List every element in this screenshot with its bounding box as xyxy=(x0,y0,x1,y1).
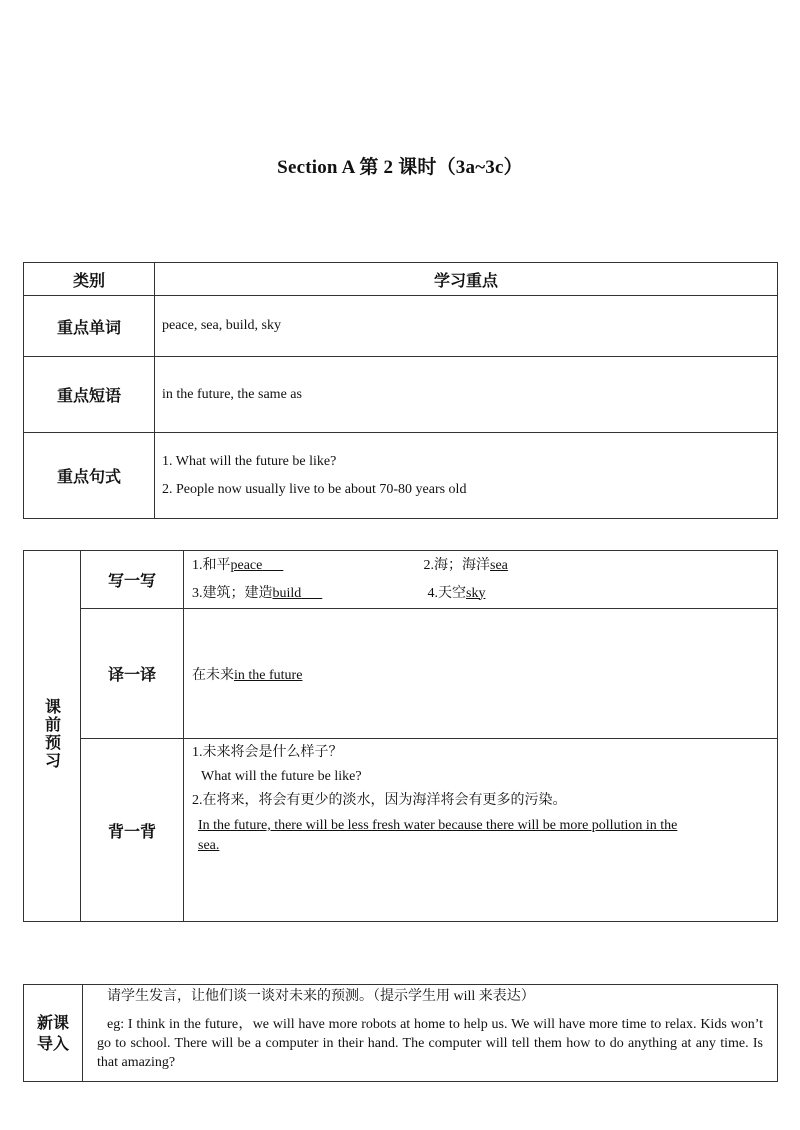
recite-answer-2-line2: sea. xyxy=(198,838,220,853)
write-answer-3: build xyxy=(272,585,302,601)
translate-prompt: 在未来 xyxy=(192,667,234,683)
key-sentences xyxy=(155,433,778,519)
write-prompt-4: 4.天空 xyxy=(427,585,466,601)
row-label-sentences: 重点句式 xyxy=(24,433,155,519)
table-row xyxy=(24,357,778,433)
write-label: 写一写 xyxy=(81,551,184,609)
recite-answer-1: What will the future be like? xyxy=(201,769,362,784)
recite-label: 背一背 xyxy=(81,739,184,922)
recite-answer-2-line1: In the future, there will be less fresh water because there will be more pollution in the xyxy=(198,818,678,833)
intro-label: 新课导入 xyxy=(24,985,83,1082)
row-label-phrases: 重点短语 xyxy=(24,357,155,433)
key-phrases: in the future, the same as xyxy=(155,357,778,433)
table-row xyxy=(24,433,778,519)
translate-item xyxy=(184,609,778,739)
write-answer-4: sky xyxy=(466,585,486,601)
translate-answer: in the future xyxy=(234,667,303,683)
write-prompt-1: 1.和平 xyxy=(192,557,231,573)
intro-example: eg: I think in the future，we will have more robots at home to help us. We will have more time to relax. Kids won’t go to school. There will be a computer in their hand. The computer will tell them how to do anything at any time. Is that amazing? xyxy=(97,1017,763,1070)
sentence-2: 2. People now usually live to be about 70-80 years old xyxy=(162,481,467,497)
header-category: 类别 xyxy=(24,263,155,296)
intro-content xyxy=(83,985,778,1082)
write-answer-1: peace xyxy=(230,557,263,573)
write-answer-2: sea xyxy=(490,557,508,573)
row-label-words: 重点单词 xyxy=(24,296,155,357)
preview-table xyxy=(23,550,778,922)
recite-items xyxy=(184,739,778,922)
table-row xyxy=(24,296,778,357)
intro-table xyxy=(23,984,778,1082)
page-title: Section A 第 2 课时（3a~3c） xyxy=(277,157,523,178)
recite-question-2: 2.在将来，将会有更少的淡水，因为海洋将会有更多的污染。 xyxy=(192,793,567,808)
header-focus: 学习重点 xyxy=(155,263,778,296)
sentence-1: 1. What will the future be like? xyxy=(162,453,337,469)
intro-instruction: 请学生发言，让他们谈一谈对未来的预测。（提示学生用 will 来表达） xyxy=(107,989,535,1004)
write-items xyxy=(184,551,778,609)
preview-section-label: 课前预习 xyxy=(24,551,81,922)
write-prompt-3: 3.建筑；建造 xyxy=(192,585,273,601)
recite-question-1: 1.未来将会是什么样子？ xyxy=(192,745,343,760)
key-points-table xyxy=(23,262,778,519)
key-words: peace, sea, build, sky xyxy=(155,296,778,357)
write-prompt-2: 2.海；海洋 xyxy=(423,557,490,573)
translate-label: 译一译 xyxy=(81,609,184,739)
